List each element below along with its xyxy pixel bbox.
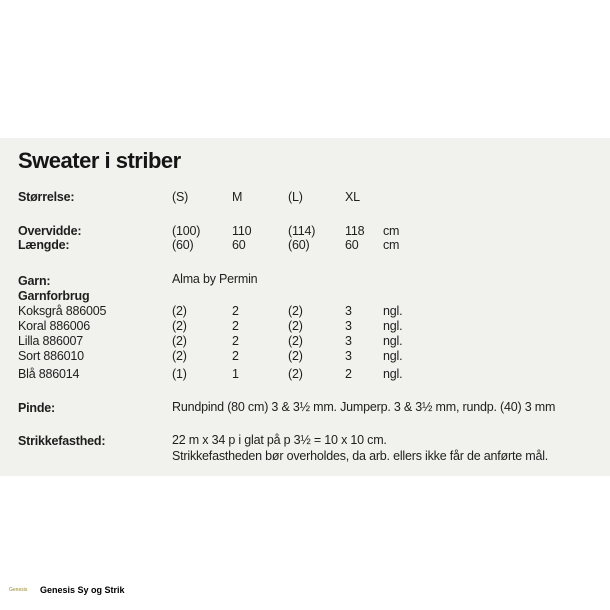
cell: (2) xyxy=(288,349,303,363)
color-name: Blå 886014 xyxy=(18,367,80,381)
cell: (S) xyxy=(172,190,189,204)
cell: 110 xyxy=(232,224,252,238)
cell: 2 xyxy=(232,349,239,363)
cell: (2) xyxy=(172,334,187,348)
cell: 60 xyxy=(232,238,246,252)
cell: 3 xyxy=(345,349,352,363)
gauge-line-1: 22 m x 34 p i glat på p 3½ = 10 x 10 cm. xyxy=(172,433,387,447)
unit: cm xyxy=(383,224,400,238)
unit: ngl. xyxy=(383,367,403,381)
cell: (2) xyxy=(172,349,187,363)
cell: 2 xyxy=(345,367,352,381)
length-label: Længde: xyxy=(18,238,70,252)
cell: (2) xyxy=(172,304,187,318)
yarn-value: Alma by Permin xyxy=(172,272,258,286)
cell: 3 xyxy=(345,304,352,318)
page-title: Sweater i striber xyxy=(18,148,181,173)
color-name: Koksgrå 886005 xyxy=(18,304,107,318)
cell: (60) xyxy=(172,238,194,252)
cell: (60) xyxy=(288,238,310,252)
cell: 2 xyxy=(232,334,239,348)
cell: 3 xyxy=(345,319,352,333)
color-name: Lilla 886007 xyxy=(18,334,84,348)
genesis-logo: Genesis xyxy=(9,587,28,593)
cell: (2) xyxy=(288,367,303,381)
needles-label: Pinde: xyxy=(18,401,55,415)
size-label: Størrelse: xyxy=(18,190,75,204)
unit: cm xyxy=(383,238,400,252)
unit: ngl. xyxy=(383,319,403,333)
cell: (2) xyxy=(172,319,187,333)
cell: (2) xyxy=(288,334,303,348)
usage-label: Garnforbrug xyxy=(18,289,90,303)
needles-value: Rundpind (80 cm) 3 & 3½ mm. Jumperp. 3 & 3½ mm, rundp. (40) 3 mm xyxy=(172,400,556,414)
cell: 3 xyxy=(345,334,352,348)
cell: 118 xyxy=(345,224,365,238)
cell: M xyxy=(232,190,243,204)
color-name: Koral 886006 xyxy=(18,319,90,333)
width-label: Overvidde: xyxy=(18,224,82,238)
cell: (L) xyxy=(288,190,303,204)
unit: ngl. xyxy=(383,349,403,363)
unit: ngl. xyxy=(383,304,403,318)
gauge-line-2: Strikkefastheden bør overholdes, da arb. ellers ikke får de anførte mål. xyxy=(172,449,549,463)
color-name: Sort 886010 xyxy=(18,349,84,363)
footer-text: Genesis Sy og Strik xyxy=(40,585,125,595)
unit: ngl. xyxy=(383,334,403,348)
cell: (114) xyxy=(288,224,316,238)
cell: 2 xyxy=(232,319,239,333)
cell: (2) xyxy=(288,304,303,318)
cell: (100) xyxy=(172,224,201,238)
cell: 1 xyxy=(232,367,239,381)
yarn-label: Garn: xyxy=(18,274,51,288)
cell: 60 xyxy=(345,238,359,252)
cell: 2 xyxy=(232,304,239,318)
cell: (1) xyxy=(172,367,187,381)
cell: (2) xyxy=(288,319,303,333)
gauge-label: Strikkefasthed: xyxy=(18,434,106,448)
cell: XL xyxy=(345,190,360,204)
